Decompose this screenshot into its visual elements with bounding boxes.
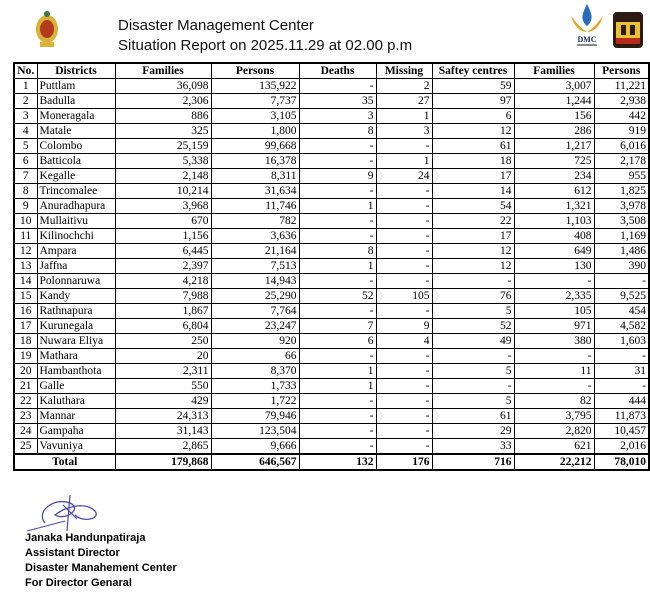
cell-district: Kurunegala <box>37 319 115 334</box>
cell-persons: 25,290 <box>211 289 299 304</box>
report-header <box>0 0 650 60</box>
cell-district: Puttlam <box>37 79 115 94</box>
cell-centres: 61 <box>432 139 514 154</box>
cell-persons: 123,504 <box>211 424 299 439</box>
table-row <box>14 169 649 184</box>
cell-missing: - <box>376 364 432 379</box>
cell-centres: 33 <box>432 439 514 455</box>
cell-district: Kilinochchi <box>37 229 115 244</box>
cell-no: 18 <box>14 334 37 349</box>
cell-persons: 31,634 <box>211 184 299 199</box>
cell-district: Mullaitivu <box>37 214 115 229</box>
cell-c-families: 1,321 <box>514 199 594 214</box>
cell-c-persons: 955 <box>594 169 649 184</box>
cell-no: 5 <box>14 139 37 154</box>
cell-centres: 12 <box>432 244 514 259</box>
svg-text:DMC: DMC <box>577 35 597 44</box>
cell-no: 15 <box>14 289 37 304</box>
table-row <box>14 244 649 259</box>
cell-c-persons: 9,525 <box>594 289 649 304</box>
cell-missing: - <box>376 244 432 259</box>
cell-no: 8 <box>14 184 37 199</box>
cell-missing: 4 <box>376 334 432 349</box>
cell-missing: - <box>376 199 432 214</box>
cell-families: 4,218 <box>115 274 211 289</box>
cell-families: 7,988 <box>115 289 211 304</box>
cell-centres: 17 <box>432 229 514 244</box>
cell-c-persons: 919 <box>594 124 649 139</box>
signatory-on-behalf: For Director Genaral <box>25 577 132 589</box>
cell-families: 2,148 <box>115 169 211 184</box>
cell-persons: 1,733 <box>211 379 299 394</box>
cell-c-persons: 6,016 <box>594 139 649 154</box>
cell-no: 4 <box>14 124 37 139</box>
total-c-persons: 78,010 <box>594 454 649 470</box>
cell-families: 1,156 <box>115 229 211 244</box>
total-row <box>14 454 649 470</box>
cell-c-families: 130 <box>514 259 594 274</box>
cell-c-families: 1,217 <box>514 139 594 154</box>
cell-deaths: 6 <box>299 334 376 349</box>
cell-district: Kaluthara <box>37 394 115 409</box>
table-row <box>14 274 649 289</box>
col-families: Families <box>115 63 211 79</box>
cell-families: 31,143 <box>115 424 211 439</box>
cell-no: 23 <box>14 409 37 424</box>
cell-district: Gampaha <box>37 424 115 439</box>
cell-c-families: 1,103 <box>514 214 594 229</box>
cell-c-persons: 442 <box>594 109 649 124</box>
cell-district: Mathara <box>37 349 115 364</box>
cell-district: Badulla <box>37 94 115 109</box>
cell-centres: 76 <box>432 289 514 304</box>
cell-c-families: 971 <box>514 319 594 334</box>
cell-centres: 18 <box>432 154 514 169</box>
cell-centres: - <box>432 274 514 289</box>
cell-deaths: - <box>299 439 376 455</box>
cell-district: Polonnaruwa <box>37 274 115 289</box>
title-block <box>118 16 412 56</box>
cell-deaths: 1 <box>299 199 376 214</box>
cell-families: 1,867 <box>115 304 211 319</box>
cell-deaths: 1 <box>299 259 376 274</box>
cell-no: 13 <box>14 259 37 274</box>
cell-persons: 3,105 <box>211 109 299 124</box>
cell-district: Jaffna <box>37 259 115 274</box>
cell-centres: 5 <box>432 304 514 319</box>
cell-missing: - <box>376 229 432 244</box>
cell-centres: - <box>432 349 514 364</box>
cell-families: 670 <box>115 214 211 229</box>
cell-missing: 1 <box>376 109 432 124</box>
cell-families: 2,865 <box>115 439 211 455</box>
cell-c-persons: 1,486 <box>594 244 649 259</box>
cell-no: 11 <box>14 229 37 244</box>
cell-families: 2,397 <box>115 259 211 274</box>
cell-deaths: - <box>299 139 376 154</box>
cell-c-families: - <box>514 274 594 289</box>
cell-families: 2,306 <box>115 94 211 109</box>
signatory-position: Assistant Director <box>25 547 120 559</box>
cell-persons: 99,668 <box>211 139 299 154</box>
cell-deaths: - <box>299 424 376 439</box>
cell-missing: - <box>376 184 432 199</box>
cell-district: Moneragala <box>37 109 115 124</box>
cell-district: Kegalle <box>37 169 115 184</box>
col-safety-centres: Saftey centres <box>432 63 514 79</box>
cell-c-persons: 4,582 <box>594 319 649 334</box>
cell-missing: 2 <box>376 79 432 94</box>
table-row <box>14 394 649 409</box>
cell-deaths: 1 <box>299 364 376 379</box>
cell-centres: 6 <box>432 109 514 124</box>
organization-title: Disaster Management Center <box>118 17 314 34</box>
cell-centres: 12 <box>432 124 514 139</box>
cell-deaths: 9 <box>299 169 376 184</box>
cell-c-persons: 1,603 <box>594 334 649 349</box>
cell-missing: - <box>376 439 432 455</box>
cell-missing: - <box>376 214 432 229</box>
cell-no: 10 <box>14 214 37 229</box>
cell-missing: 27 <box>376 94 432 109</box>
cell-deaths: 35 <box>299 94 376 109</box>
cell-centres: 59 <box>432 79 514 94</box>
cell-deaths: 8 <box>299 244 376 259</box>
col-centre-families: Families <box>514 63 594 79</box>
cell-c-families: 2,820 <box>514 424 594 439</box>
table-row <box>14 124 649 139</box>
col-persons: Persons <box>211 63 299 79</box>
cell-no: 19 <box>14 349 37 364</box>
cell-persons: 79,946 <box>211 409 299 424</box>
col-deaths: Deaths <box>299 63 376 79</box>
cell-centres: 5 <box>432 394 514 409</box>
signature-icon <box>25 493 115 533</box>
cell-persons: 7,513 <box>211 259 299 274</box>
cell-deaths: 3 <box>299 109 376 124</box>
cell-c-families: 621 <box>514 439 594 455</box>
cell-no: 12 <box>14 244 37 259</box>
table-row <box>14 109 649 124</box>
cell-c-families: - <box>514 349 594 364</box>
cell-families: 24,313 <box>115 409 211 424</box>
cell-missing: 105 <box>376 289 432 304</box>
col-centre-persons: Persons <box>594 63 649 79</box>
cell-families: 429 <box>115 394 211 409</box>
cell-c-persons: - <box>594 274 649 289</box>
cell-c-persons: 390 <box>594 259 649 274</box>
cell-c-families: 612 <box>514 184 594 199</box>
table-body <box>14 79 649 471</box>
cell-c-families: 649 <box>514 244 594 259</box>
table-row <box>14 424 649 439</box>
cell-missing: - <box>376 394 432 409</box>
dmc-logo-icon <box>568 2 606 48</box>
cell-c-persons: 11,873 <box>594 409 649 424</box>
cell-c-families: 11 <box>514 364 594 379</box>
table-row <box>14 379 649 394</box>
signatory-name: Janaka Handunpatiraja <box>25 532 146 544</box>
cell-district: Mannar <box>37 409 115 424</box>
cell-deaths: - <box>299 229 376 244</box>
cell-no: 3 <box>14 109 37 124</box>
table-row <box>14 139 649 154</box>
cell-deaths: - <box>299 274 376 289</box>
cell-no: 14 <box>14 274 37 289</box>
cell-c-families: 408 <box>514 229 594 244</box>
cell-c-families: 2,335 <box>514 289 594 304</box>
cell-missing: - <box>376 139 432 154</box>
cell-c-families: 105 <box>514 304 594 319</box>
cell-district: Nuwara Eliya <box>37 334 115 349</box>
cell-persons: 8,370 <box>211 364 299 379</box>
cell-centres: 52 <box>432 319 514 334</box>
cell-missing: - <box>376 424 432 439</box>
cell-deaths: 52 <box>299 289 376 304</box>
cell-persons: 1,800 <box>211 124 299 139</box>
cell-families: 325 <box>115 124 211 139</box>
cell-families: 5,338 <box>115 154 211 169</box>
col-districts: Districts <box>37 63 115 79</box>
total-centres: 716 <box>432 454 514 470</box>
sri-lanka-emblem-icon <box>35 9 59 49</box>
cell-centres: 61 <box>432 409 514 424</box>
cell-persons: 8,311 <box>211 169 299 184</box>
cell-centres: 29 <box>432 424 514 439</box>
cell-persons: 11,746 <box>211 199 299 214</box>
cell-no: 24 <box>14 424 37 439</box>
cell-missing: - <box>376 259 432 274</box>
report-title: Situation Report on 2025.11.29 at 02.00 p.m <box>118 37 413 54</box>
cell-district: Trincomalee <box>37 184 115 199</box>
cell-missing: - <box>376 379 432 394</box>
cell-centres: 14 <box>432 184 514 199</box>
table-row <box>14 229 649 244</box>
cell-deaths: - <box>299 349 376 364</box>
cell-no: 20 <box>14 364 37 379</box>
cell-no: 22 <box>14 394 37 409</box>
cell-c-families: 82 <box>514 394 594 409</box>
cell-families: 550 <box>115 379 211 394</box>
cell-deaths: 7 <box>299 319 376 334</box>
cell-district: Vavuniya <box>37 439 115 455</box>
cell-missing: 24 <box>376 169 432 184</box>
cell-c-persons: 2,016 <box>594 439 649 455</box>
table-row <box>14 409 649 424</box>
cell-missing: - <box>376 409 432 424</box>
cell-deaths: 8 <box>299 124 376 139</box>
cell-persons: 7,764 <box>211 304 299 319</box>
cell-deaths: - <box>299 214 376 229</box>
table-row <box>14 94 649 109</box>
cell-persons: 9,666 <box>211 439 299 455</box>
cell-deaths: 1 <box>299 379 376 394</box>
cell-no: 17 <box>14 319 37 334</box>
cell-families: 3,968 <box>115 199 211 214</box>
cell-deaths: - <box>299 79 376 94</box>
cell-centres: 97 <box>432 94 514 109</box>
cell-c-families: 3,007 <box>514 79 594 94</box>
cell-no: 21 <box>14 379 37 394</box>
cell-c-persons: 3,978 <box>594 199 649 214</box>
cell-c-families: - <box>514 379 594 394</box>
cell-no: 1 <box>14 79 37 94</box>
cell-centres: - <box>432 379 514 394</box>
total-missing: 176 <box>376 454 432 470</box>
cell-deaths: - <box>299 184 376 199</box>
cell-persons: 1,722 <box>211 394 299 409</box>
cell-families: 6,804 <box>115 319 211 334</box>
cell-deaths: - <box>299 409 376 424</box>
table-row <box>14 364 649 379</box>
cell-deaths: - <box>299 304 376 319</box>
cell-persons: 66 <box>211 349 299 364</box>
cell-no: 6 <box>14 154 37 169</box>
cell-c-families: 286 <box>514 124 594 139</box>
cell-missing: 1 <box>376 154 432 169</box>
cell-persons: 7,737 <box>211 94 299 109</box>
cell-centres: 54 <box>432 199 514 214</box>
table-row <box>14 184 649 199</box>
table-header-row <box>14 63 649 79</box>
cell-centres: 22 <box>432 214 514 229</box>
cell-families: 886 <box>115 109 211 124</box>
cell-persons: 16,378 <box>211 154 299 169</box>
cell-missing: 3 <box>376 124 432 139</box>
cell-families: 2,311 <box>115 364 211 379</box>
cell-persons: 23,247 <box>211 319 299 334</box>
cell-c-families: 3,795 <box>514 409 594 424</box>
cell-district: Matale <box>37 124 115 139</box>
table-row <box>14 214 649 229</box>
cell-families: 36,098 <box>115 79 211 94</box>
cell-c-persons: 3,508 <box>594 214 649 229</box>
table-row <box>14 349 649 364</box>
cell-c-persons: 454 <box>594 304 649 319</box>
cell-c-families: 234 <box>514 169 594 184</box>
cell-missing: - <box>376 274 432 289</box>
cell-families: 20 <box>115 349 211 364</box>
cell-c-families: 1,244 <box>514 94 594 109</box>
cell-missing: - <box>376 304 432 319</box>
cell-no: 7 <box>14 169 37 184</box>
cell-district: Colombo <box>37 139 115 154</box>
cell-district: Rathnapura <box>37 304 115 319</box>
cell-persons: 14,943 <box>211 274 299 289</box>
cell-no: 2 <box>14 94 37 109</box>
cell-centres: 12 <box>432 259 514 274</box>
cell-c-persons: 31 <box>594 364 649 379</box>
cell-no: 16 <box>14 304 37 319</box>
badge-logo-icon <box>613 12 643 48</box>
cell-families: 25,159 <box>115 139 211 154</box>
cell-c-persons: 10,457 <box>594 424 649 439</box>
col-missing: Missing <box>376 63 432 79</box>
cell-district: Ampara <box>37 244 115 259</box>
cell-c-persons: 2,178 <box>594 154 649 169</box>
table-row <box>14 334 649 349</box>
cell-families: 10,214 <box>115 184 211 199</box>
cell-families: 6,445 <box>115 244 211 259</box>
cell-district: Batticola <box>37 154 115 169</box>
col-no: No. <box>14 63 37 79</box>
cell-deaths: - <box>299 394 376 409</box>
cell-c-persons: 1,169 <box>594 229 649 244</box>
cell-centres: 5 <box>432 364 514 379</box>
cell-c-persons: - <box>594 379 649 394</box>
cell-persons: 135,922 <box>211 79 299 94</box>
cell-no: 9 <box>14 199 37 214</box>
cell-district: Anuradhapura <box>37 199 115 214</box>
cell-missing: 9 <box>376 319 432 334</box>
situation-report-table <box>13 62 650 471</box>
cell-persons: 920 <box>211 334 299 349</box>
cell-c-persons: 2,938 <box>594 94 649 109</box>
table-row <box>14 439 649 455</box>
cell-c-families: 725 <box>514 154 594 169</box>
table-row <box>14 289 649 304</box>
cell-families: 250 <box>115 334 211 349</box>
cell-centres: 49 <box>432 334 514 349</box>
cell-c-families: 380 <box>514 334 594 349</box>
table-row <box>14 79 649 94</box>
cell-persons: 3,636 <box>211 229 299 244</box>
cell-c-persons: 1,825 <box>594 184 649 199</box>
cell-persons: 21,164 <box>211 244 299 259</box>
cell-c-persons: 11,221 <box>594 79 649 94</box>
cell-deaths: - <box>299 154 376 169</box>
cell-district: Kandy <box>37 289 115 304</box>
total-persons: 646,567 <box>211 454 299 470</box>
table-row <box>14 304 649 319</box>
total-c-families: 22,212 <box>514 454 594 470</box>
total-deaths: 132 <box>299 454 376 470</box>
cell-district: Galle <box>37 379 115 394</box>
cell-district: Hambanthota <box>37 364 115 379</box>
cell-c-persons: 444 <box>594 394 649 409</box>
cell-missing: - <box>376 349 432 364</box>
cell-c-families: 156 <box>514 109 594 124</box>
cell-centres: 17 <box>432 169 514 184</box>
table-row <box>14 154 649 169</box>
table-row <box>14 199 649 214</box>
signatory-block <box>25 531 177 591</box>
signatory-organization: Disaster Manahement Center <box>25 562 177 574</box>
cell-no: 25 <box>14 439 37 455</box>
total-families: 179,868 <box>115 454 211 470</box>
cell-persons: 782 <box>211 214 299 229</box>
table-row <box>14 319 649 334</box>
table-row <box>14 259 649 274</box>
cell-c-persons: - <box>594 349 649 364</box>
total-label: Total <box>14 454 115 470</box>
